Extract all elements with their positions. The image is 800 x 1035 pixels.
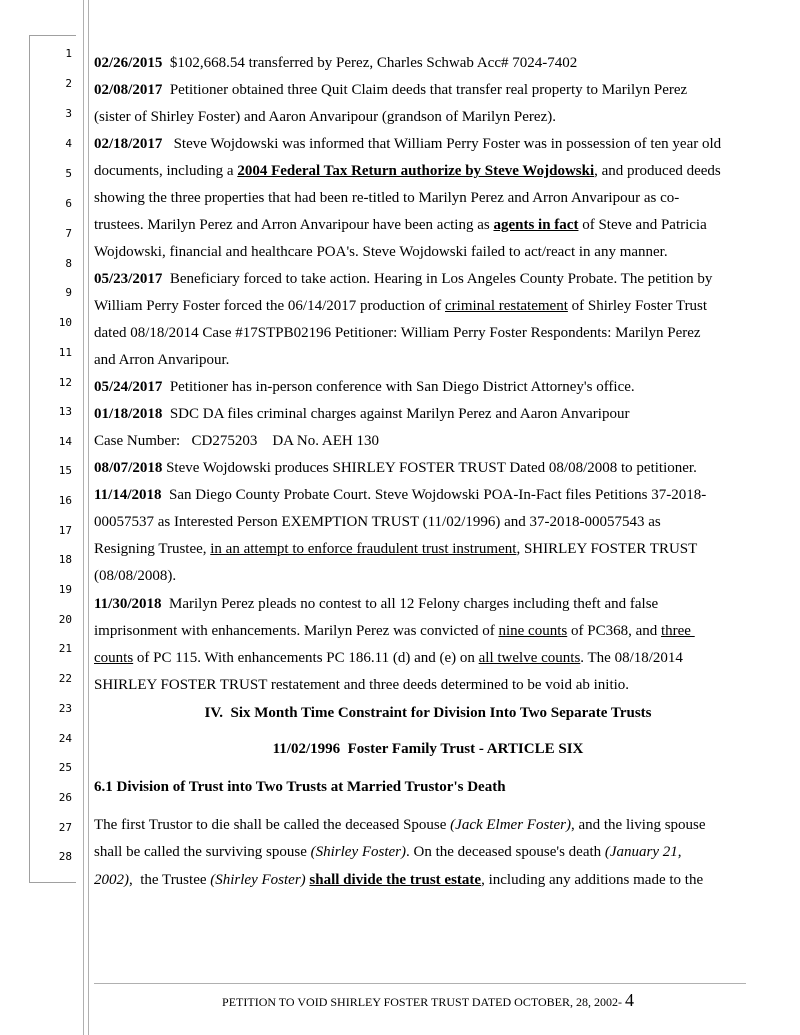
margin-rule-left [83,0,84,1035]
entry-text: trustees. Marilyn Perez and Arron Anvaripour have been acting as [94,217,494,233]
entry-date: 05/24/2017 [94,379,163,395]
line-number: 27 [58,821,72,834]
entry-text: Steve Wojdowski produces SHIRLEY FOSTER TRUST Dated 08/08/2008 to petitioner. [166,460,697,476]
entry-line [94,243,762,261]
emphasis-text: agents in fact [493,217,579,233]
italic-text: (January 21, [604,844,682,860]
para-line: The first Trustor to die shall be called the deceased Spouse (Jack Elmer Foster), and the living spouse [94,817,706,833]
underlined-text: counts [94,650,134,666]
entry-text: (sister of Shirley Foster) and Aaron Anvaripour (grandson of Marilyn Perez). [94,109,556,125]
entry-line [94,649,762,667]
line-number: 20 [58,613,72,626]
line-number: 4 [65,137,72,150]
entry-text: dated 08/18/2014 Case #17STPB02196 Petitioner: William Perry Foster Respondents: Marilyn Perez [94,325,701,341]
line-number: 6 [65,197,72,210]
entry-text: SDC DA files criminal charges against Marilyn Perez and Aaron Anvaripour [169,406,630,422]
entry-line [94,108,762,126]
entry-line [94,676,762,694]
entry-line [94,378,762,396]
entry-line [94,54,762,72]
entry-line [94,351,762,369]
page-number: 4 [624,990,634,1010]
entry-text: of PC 115. With enhancements PC 186.11 (d) and (e) on [133,650,479,666]
entry-line [94,135,762,153]
entry-line [94,189,762,207]
entry-text: Resigning Trustee, [94,541,211,557]
entry-date: 11/14/2018 [94,487,162,503]
entry-text: of PC368, and [567,623,661,639]
line-number: 1 [65,47,72,60]
line-number: 22 [58,672,72,685]
entry-text: documents, including a [94,163,238,179]
line-number: 18 [58,553,72,566]
entry-text: William Perry Foster forced the 06/14/2017 production of [94,298,445,314]
entry-line [94,297,762,315]
subheading: 11/02/1996 Foster Family Trust - ARTICLE SIX [272,741,584,757]
underlined-text: three [660,623,695,639]
entry-text: , and produced deeds [594,163,721,179]
entry-line [94,162,762,180]
entry-line [94,270,762,288]
italic-text: 2002) [94,872,129,888]
line-number: 28 [58,850,72,863]
line-number: 7 [65,227,72,240]
entry-text: Petitioner has in-person conference with San Diego District Attorney's office. [169,379,635,395]
line-number: 12 [58,376,72,389]
entry-text: Marilyn Perez pleads no contest to all 12 Felony charges including theft and false [169,596,659,612]
entry-text: of Steve and Patricia [578,217,707,233]
entry-text: Case Number: CD275203 DA No. AEH 130 [94,433,379,449]
entry-text: SHIRLEY FOSTER TRUST restatement and three deeds determined to be void ab initio. [94,677,630,693]
line-number: 11 [58,346,72,359]
footer-text: PETITION TO VOID SHIRLEY FOSTER TRUST DATED OCTOBER, 28, 2002- [222,995,625,1009]
entry-date: 02/18/2017 [94,136,163,152]
entry-text: imprisonment with enhancements. Marilyn Perez was convicted of [94,623,499,639]
entry-line [94,540,762,558]
margin-rule-right [88,0,89,1035]
line-number: 13 [58,405,72,418]
entry-line [94,459,762,477]
entry-text: Petitioner obtained three Quit Claim deeds that transfer real property to Marilyn Perez [169,82,688,98]
article-heading: 6.1 Division of Trust into Two Trusts at Married Trustor's Death [94,779,506,795]
entry-line [94,595,762,613]
entry-line [94,216,762,234]
entry-line [94,486,762,504]
entry-text: 00057537 as Interested Person EXEMPTION TRUST (11/02/1996) and 37-2018-00057543 as [94,514,661,530]
entry-text: Beneficiary forced to take action. Hearing in Los Angeles County Probate. The petition by [169,271,713,287]
underlined-text: in an attempt to enforce fraudulent trust instrument [210,541,517,557]
footer-rule [94,983,746,984]
emphasis-text: 2004 Federal Tax Return authorize by Steve Wojdowski [237,163,595,179]
line-number: 16 [58,494,72,507]
line-number: 25 [58,761,72,774]
line-number: 3 [65,107,72,120]
line-number: 17 [58,524,72,537]
entry-text: Steve Wojdowski was informed that William Perry Foster was in possession of ten year old [173,136,722,152]
line-number: 14 [58,435,72,448]
underlined-text: all twelve counts [478,650,581,666]
underlined-text: criminal restatement [445,298,568,314]
line-number: 10 [58,316,72,329]
line-number: 26 [58,791,72,804]
entry-text: San Diego County Probate Court. Steve Wojdowski POA-In-Fact files Petitions 37-2018- [169,487,707,503]
entry-date: 05/23/2017 [94,271,163,287]
entry-date: 02/26/2015 [94,55,163,71]
entry-line [94,622,762,640]
entry-date: 08/07/2018 [94,460,163,476]
para-line: 2002), the Trustee (Shirley Foster) shall divide the trust estate, including any additions made to the [94,872,704,888]
entry-date: 02/08/2017 [94,82,163,98]
line-number: 23 [58,702,72,715]
entry-text: $102,668.54 transferred by Perez, Charles Schwab Acc# 7024-7402 [169,55,578,71]
page-footer [94,991,762,1011]
entry-text: . The 08/18/2014 [580,650,683,666]
entry-line [94,513,762,531]
line-number: 2 [65,77,72,90]
entry-text: , SHIRLEY FOSTER TRUST [516,541,698,557]
entry-line [94,324,762,342]
entry-text: Wojdowski, financial and healthcare POA's. Steve Wojdowski failed to act/react in any manner. [94,244,668,260]
line-number: 15 [58,464,72,477]
line-number: 24 [58,732,72,745]
entry-text: showing the three properties that had been re-titled to Marilyn Perez and Arron Anvaripour as co- [94,190,680,206]
entry-line [94,81,762,99]
entry-text: of Shirley Foster Trust [567,298,708,314]
entry-text: and Arron Anvaripour. [94,352,230,368]
line-number: 21 [58,642,72,655]
entry-line [94,567,762,585]
para-line: shall be called the surviving spouse (Shirley Foster). On the deceased spouse's death (January 21, [94,844,682,860]
entry-line [94,432,762,450]
italic-text: (Shirley Foster) [310,844,407,860]
entry-text: (08/08/2008). [94,568,177,584]
section-heading: IV. Six Month Time Constraint for Division Into Two Separate Trusts [204,705,652,721]
entry-date: 01/18/2018 [94,406,163,422]
emphasis-text: shall divide the trust estate [309,872,482,888]
italic-text: (Jack Elmer Foster) [450,817,571,833]
line-number: 5 [65,167,72,180]
line-number: 9 [65,286,72,299]
line-number: 8 [65,257,72,270]
underlined-text: nine counts [498,623,568,639]
line-number: 19 [58,583,72,596]
entry-line [94,405,762,423]
italic-text: (Shirley Foster) [210,872,306,888]
entry-date: 11/30/2018 [94,596,162,612]
line-number-box [29,35,76,883]
